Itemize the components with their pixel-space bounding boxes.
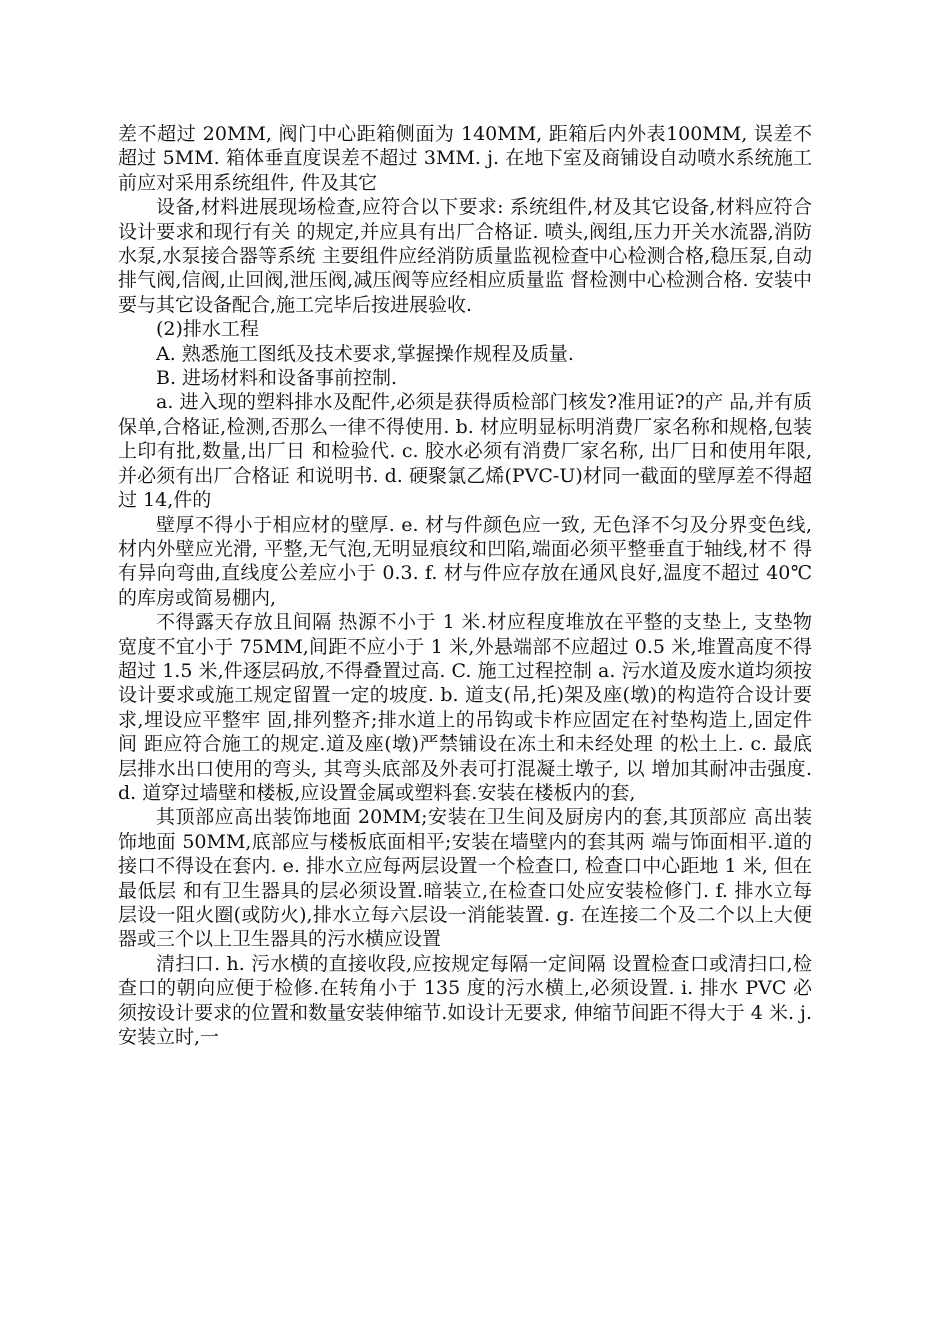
- paragraph-sprinkler-inspection: 设备,材料进展现场检查,应符合以下要求: 系统组件,材及其它设备,材料应符合设计要求和现行有关 的规定,并应具有出厂合格证. 喷头,阀组,压力开关水流器,消防水泵,水泵接合器等系统 主要组件应经消防质量监视检查中心检测合格,稳压泵,自动 排气阀,信阀,止回阀,泄压阀,减压阀等应经相应质量监 督检测中心检测合格. 安装中要与其它设备配合,施工完毕后按进展验收.: [118, 196, 812, 316]
- section-heading-drainage: (2)排水工程: [156, 318, 259, 341]
- paragraph-item-a: A. 熟悉施工图纸及技术要求,掌握操作规程及质量.: [156, 342, 574, 365]
- paragraph-storage-and-construction-control: 不得露天存放且间隔 热源不小于 1 米.材应程度堆放在平整的支垫上, 支垫物宽度不宜小于 75MM,间距不应小于 1 米,外悬端部不应超过 0.5 米,堆置高度不得超过 1.5 米,件逐层码放,不得叠置过高. C. 施工过程控制 a. 污水道及废水道均须按设计要求或施工规定留置一定的坡度. b. 道支(吊,托)架及座(墩)的构造符合设计要求,埋设应平整牢 固,排列整齐;排水道上的吊钩或卡柞应固定在衬垫构造上,固定件间 距应符合施工的规定.道及座(墩)严禁铺设在冻土和未经处理 的松土上. c. 最底层排水出口使用的弯头, 其弯头底部及外表可打混凝土墩子, 以 增加其耐冲击强度. d. 道穿过墙壁和楼板,应设置金属或塑料套.安装在楼板内的套,: [118, 611, 812, 804]
- paragraph-item-b: B. 进场材料和设备事前控制.: [156, 367, 398, 390]
- paragraph-valve-box-tolerance: 差不超过 20MM, 阀门中心距箱侧面为 140MM, 距箱后内外表100MM, 误差不超过 5MM. 箱体垂直度误差不超过 3MM. j. 在地下室及商铺设自动喷水系统施工前应对采用系统组件, 件及其它: [118, 123, 812, 194]
- document-page: [118, 122, 812, 1049]
- paragraph-wall-thickness: 壁厚不得小于相应材的壁厚. e. 材与件颜色应一致, 无色泽不匀及分界变色线, 材内外壁应光滑, 平整,无气泡,无明显痕纹和凹陷,端面必须平整垂直于轴线,材不 得有异向弯曲,直线度公差应小于 0.3. f. 材与件应存放在通风良好,温度不超过 40℃的库房或简易棚内,: [118, 513, 812, 609]
- paragraph-plastic-pipe-requirements: a. 进入现的塑料排水及配件,必须是获得质检部门核发?准用证?的产 品,并有质保单,合格证,检测,否那么一律不得使用. b. 材应明显标明消费厂家名称和规格,包装上印有批,数量,出厂日 和检验代. c. 胶水必须有消费厂家名称, 出厂日和使用年限, 并必须有出厂合格证 和说明书. d. 硬聚氯乙烯(PVC-U)材同一截面的壁厚差不得超过 14,件的: [118, 391, 812, 512]
- paragraph-cleanout-and-expansion: 清扫口. h. 污水横的直接收段,应按规定每隔一定间隔 设置检查口或清扫口,检查口的朝向应便于检修.在转角小于 135 度的污水横上,必须设置. i. 排水 PVC 必须按设计要求的位置和数量安装伸缩节.如设计无要求, 伸缩节间距不得大于 4 米. j. 安装立时,一: [118, 952, 812, 1049]
- paragraph-sleeve-and-inspection: 其顶部应高出装饰地面 20MM;安装在卫生间及厨房内的套,其顶部应 高出装饰地面 50MM,底部应与楼板底面相平;安装在墙壁内的套其两 端与饰面相平.道的接口不得设在套内. e. 排水立应每两层设置一个检查口, 检查口中心距地 1 米, 但在最低层 和有卫生器具的层必须设置.暗装立,在检查口处应安装检修门. f. 排水立每层设一阻火圈(或防火),排水立每六层设一消能装置. g. 在连接二个及二个以上大便器或三个以上卫生器具的污水横应设置: [118, 806, 812, 951]
